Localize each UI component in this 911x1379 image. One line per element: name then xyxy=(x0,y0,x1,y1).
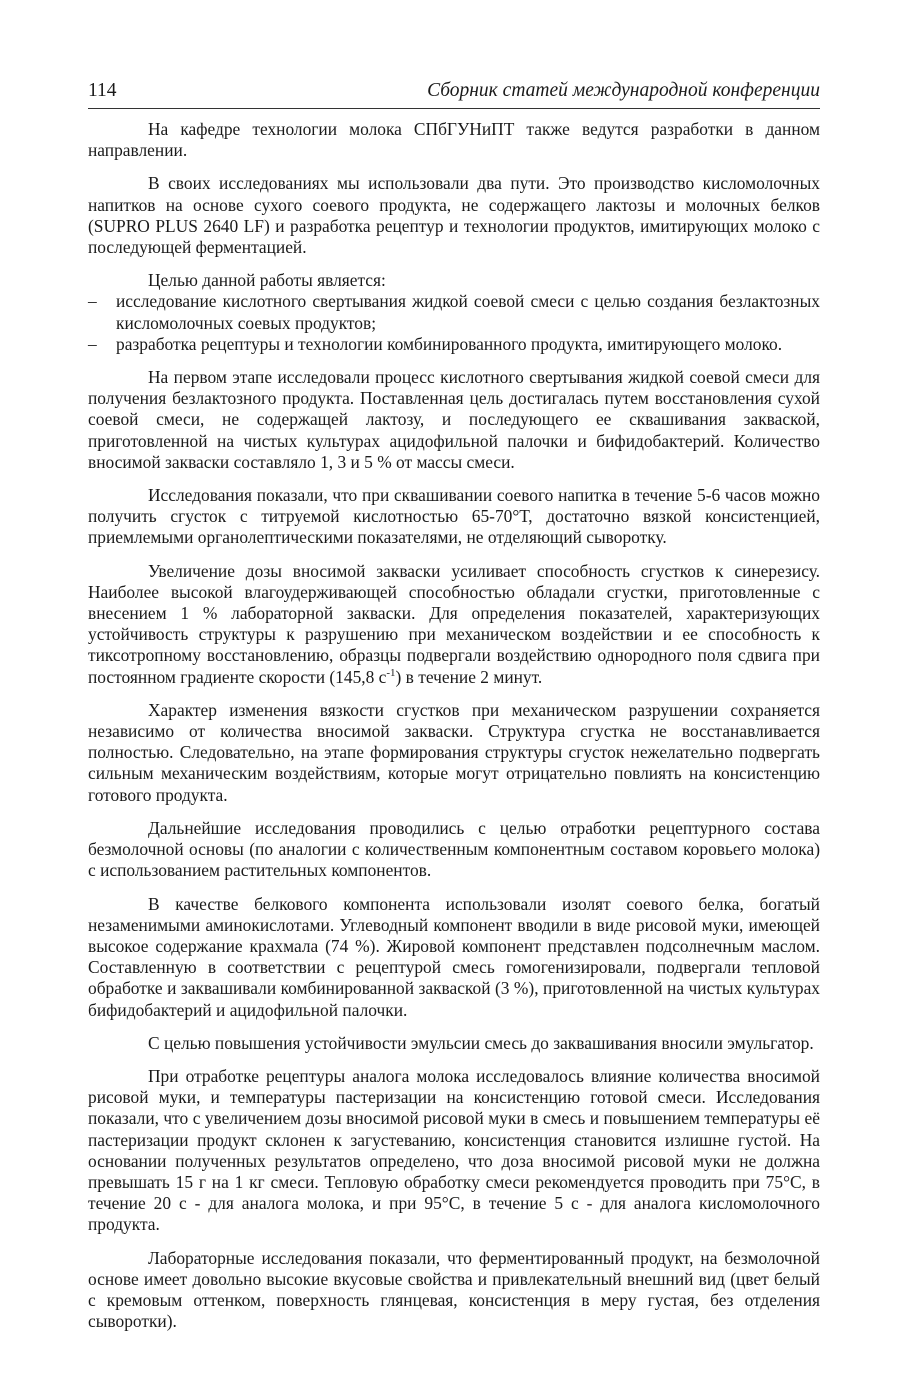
list-item xyxy=(88,334,820,355)
paragraph-goal-intro: Целью данной работы является: xyxy=(148,270,386,291)
paragraph-6-end: ) в течение 2 минут. xyxy=(395,666,543,687)
paragraph-12: Лабораторные исследования показали, что ферментированный продукт, на безмолочной основе имеет довольно высокие вкусовые свойства и привлекательный внешний вид (цвет белый с кремовым оттенком, поверхность глянцевая, консистенция в меру густая, без отделения сыворотки). xyxy=(88,1247,820,1332)
paragraph-5: Исследования показали, что при сквашивании соевого напитка в течение 5-6 часов можно получить сгусток с титруемой кислотностью 65-70°Т, достаточно вязкой консистенцией, приемлемыми органолептическими показателями, не отделяющий сыворотку. xyxy=(88,485,820,548)
paragraph-2: В своих исследованиях мы использовали два пути. Это производство кисломолочных напитков на основе сухого соевого продукта, не содержащего лактозы и молочных белков (SUPRO PLUS 2640 LF) и разработка рецептур и технологии продуктов, имитирующих молоко с последующей ферментацией. xyxy=(88,173,820,258)
page-header xyxy=(88,80,820,109)
paragraph-6 xyxy=(88,561,820,688)
paragraph-8: Дальнейшие исследования проводились с целью отработки рецептурного состава безмолочной основы (по аналогии с количественным компонентным составом коровьего молока) с использованием растительных компонентов. xyxy=(88,817,820,881)
bullet-dash: – xyxy=(88,333,97,354)
paragraph-1: На кафедре технологии молока СПбГУНиПТ также ведутся разработки в данном направлении. xyxy=(88,119,820,161)
list-item-text: исследование кислотного свертывания жидкой соевой смеси с целью создания безлактозных кисломолочных соевых продуктов; xyxy=(116,291,820,333)
list-item-text: разработка рецептуры и технологии комбинированного продукта, имитирующего молоко. xyxy=(116,333,783,354)
paragraph-11: При отработке рецептуры аналога молока исследовалось влияние количества вносимой рисовой муки, и температуры пастеризации на консистенцию готовой смеси. Исследования показали, что с увеличением дозы вносимой рисовой муки в смесь и повышением температуры её пастеризации продукт склонен к загустеванию, консистенция становится излишне густой. На основании полученных результатов определено, что доза вносимой рисовой муки не должна превышать 15 г на 1 кг смеси. Тепловую обработку смеси рекомендуется проводить при 75°С, в течение 20 с - для аналога молока, и при 95°С, в течение 5 с - для аналога кисломолочного продукта. xyxy=(88,1065,820,1235)
running-title: Сборник статей международной конференции xyxy=(427,80,820,101)
paragraph-10: С целью повышения устойчивости эмульсии смесь до заквашивания вносили эмульгатор. xyxy=(148,1032,814,1053)
list-item xyxy=(88,291,820,333)
article-body xyxy=(88,119,820,1344)
bullet-dash: – xyxy=(88,291,97,312)
paragraph-9: В качестве белкового компонента использовали изолят соевого белка, богатый незаменимыми аминокислотами. Углеводный компонент вводили в виде рисовой муки, имеющей высокое содержание крахмала (74 %). Жировой компонент представлен подсолнечным маслом. Составленную в соответствии с рецептурой смесь гомогенизировали, подвергали тепловой обработке и заквашивали комбинированной закваской (3 %), приготовленной на чистых культурах бифидобактерий и ацидофильной палочки. xyxy=(88,893,820,1020)
page-number: 114 xyxy=(88,80,117,101)
paragraph-4: На первом этапе исследовали процесс кислотного свертывания жидкой соевой смеси для получения безлактозного продукта. Поставленная цель достигалась путем восстановления сухой соевой смеси, не содержащей лактозу, и последующего ее сквашивания закваской, приготовленной на чистых культурах ацидофильной палочки и бифидобактерий. Количество вносимой закваски составляло 1, 3 и 5 % от массы смеси. xyxy=(88,367,820,472)
paragraph-6-text: Увеличение дозы вносимой закваски усиливает способность сгустков к синерезису. Наиболее высокой влагоудерживающей способностью обладали сгустки, приготовленные с внесением 1 % лабораторной закваски. Для определения показателей, характеризующих устойчивость структуры к разрушению при механическом воздействии и ее способность к тиксотропному восстановлению, образцы подвергали воздействию однородного поля сдвига при постоянном градиенте скорости (145,8 с xyxy=(88,560,820,687)
exponent: -1 xyxy=(386,666,396,679)
paragraph-7: Характер изменения вязкости сгустков при механическом разрушении сохраняется независимо от количества вносимой закваски. Структура сгустка не восстанавливается полностью. Следовательно, на этапе формирования структуры сгусток нежелательно подвергать сильным механическим воздействиям, которые могут отрицательно повлиять на консистенцию готового продукта. xyxy=(88,699,820,805)
goal-list xyxy=(88,291,820,355)
